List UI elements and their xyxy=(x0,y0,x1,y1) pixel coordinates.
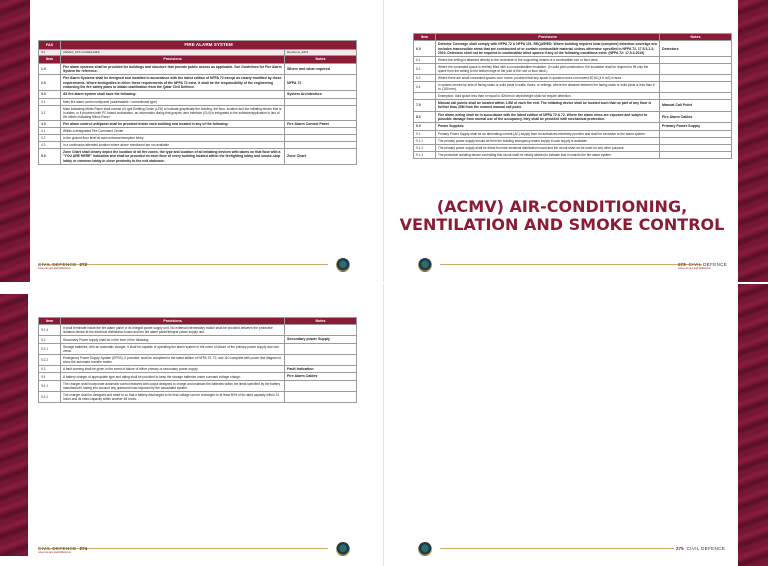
provision-text: Where the ceiling is attached directly to the underside of the supporting beams of a combustible roof or floor deck. xyxy=(436,57,660,64)
provision-text: In the ground floor level at main entrance/reception lobby xyxy=(61,135,285,142)
provision-text: The primary power supply shall be direct from the electrical distribution board and the circuit shall not be used for any other purpose. xyxy=(436,144,660,151)
fas-subcode: G1 xyxy=(39,49,61,56)
item-number: 9.2 xyxy=(39,336,61,343)
provision-note: NFPA 72 xyxy=(285,75,357,91)
provision-text: A fault warning shall be given in the event of failure of either primary or secondary power supply. xyxy=(61,365,285,372)
item-number: 9.1.3 xyxy=(414,151,436,158)
item-number: 4.1 xyxy=(39,128,61,135)
provision-note xyxy=(285,354,357,365)
provision-text: Fire alarm systems shall be provided for buildings and structure that provide public access as applicable. See Guidelines for Fire Alarm System for reference. xyxy=(61,63,285,75)
table-row xyxy=(39,343,357,354)
decorative-edge-left xyxy=(0,294,28,556)
provision-note: System Architecture xyxy=(285,91,357,98)
item-number: 9.4.1 xyxy=(39,380,61,391)
decorative-edge-right xyxy=(738,0,768,282)
fas-table-page-272 xyxy=(38,40,357,165)
provision-note: Fire Alarm Control Panel xyxy=(285,120,357,127)
footer-page-275 xyxy=(676,542,725,554)
provision-text: Storage batteries, with an automatic charger. It shall be capable of operating the alarm system in the event of failure of the primary power supply and vice versa. xyxy=(61,343,285,354)
provision-text: Within a designated Fire Command Center xyxy=(61,128,285,135)
fas-table-page-273 xyxy=(413,33,732,159)
col-provisions: Provisions xyxy=(61,318,285,325)
provision-note xyxy=(660,137,732,144)
item-number xyxy=(414,93,436,100)
table-row xyxy=(39,391,357,402)
provision-note: Where and what required xyxy=(285,63,357,75)
item-number: 9.2.2 xyxy=(39,354,61,365)
section-title: (ACMV) AIR-CONDITIONING, VENTILATION AND SMOKE CONTROL xyxy=(399,197,725,235)
provision-note xyxy=(285,135,357,142)
table-row xyxy=(414,130,732,137)
table-row xyxy=(414,144,732,151)
provision-text: Power Supplies: xyxy=(436,123,660,130)
table-row xyxy=(39,75,357,91)
provision-note xyxy=(285,128,357,135)
table-row xyxy=(414,93,732,100)
civil-defence-emblem-icon xyxy=(336,542,350,556)
table-row xyxy=(414,57,732,64)
item-number: 6.0 xyxy=(414,41,436,57)
provision-note: Fault Indication xyxy=(285,365,357,372)
item-number: 9.2.1 xyxy=(39,343,61,354)
provision-text: It shall terminate inside the fire alarm panel or its integral power supply unit. No external intermediary switch shall be provided between the protective isolation device at the electrical distribution board and the fire alarm panel/integral power supply unit. xyxy=(61,325,285,336)
provision-note xyxy=(285,380,357,391)
footer-page-272 xyxy=(38,258,87,270)
col-notes: Notes xyxy=(285,56,357,63)
page-number: 275 xyxy=(676,545,684,551)
footer-brand: CIVIL DEFENCE xyxy=(686,545,726,551)
provision-note: Secondary power Supply xyxy=(285,336,357,343)
table-row xyxy=(39,142,357,149)
page-number: 272 xyxy=(79,261,88,267)
page-gutter xyxy=(383,284,384,566)
provision-note xyxy=(660,93,732,100)
table-row xyxy=(414,137,732,144)
table-row xyxy=(39,120,357,127)
table-row xyxy=(414,111,732,123)
item-number: 2.0 xyxy=(39,75,61,91)
fas-code: FAS xyxy=(39,41,61,50)
item-number: 4.3 xyxy=(39,142,61,149)
item-number: 7.0 xyxy=(414,100,436,112)
page-number: 274 xyxy=(79,545,88,551)
table-row xyxy=(39,91,357,98)
footer-page-274 xyxy=(38,542,87,554)
top-spread xyxy=(0,0,768,282)
item-number: 5.0 xyxy=(39,149,61,165)
item-number: 9.1 xyxy=(414,130,436,137)
provision-text: In a continuous attended location where above mentioned are not available xyxy=(61,142,285,149)
provision-text: Manual call points shall be located within 1.5M of each fire exit. The initiating device shall be located such that no part of any floor is further than 30M from the nearest manual call point. xyxy=(436,100,660,112)
fas-revision: Revisions_2021 xyxy=(285,49,357,56)
item-number: 3.1 xyxy=(39,98,61,105)
provision-text: Where there are small concealed spaces over rooms, provided that any space in question does not exceed 50 ft2 (4.6 m2) in area. xyxy=(436,75,660,82)
footer-brand: CIVIL DEFENCE xyxy=(38,545,77,551)
provision-note: Detectors xyxy=(660,41,732,57)
provision-text: Detector Coverage shall comply with NFPA 72 & NFPA 101. REQUIRED: Where building requires total (complete) detection coverage w/o includes inaccessible areas that are constructed of or contain combustible material, unless otherwise specified in NFPA 72. 17.5.3.1.3-2019. Detectors shall not be required in combustible blind spaces if any of the following conditions exist: (NFPA 72: 17.5.3-2019) xyxy=(436,41,660,57)
item-number: 6.4 xyxy=(414,82,436,93)
col-notes: Notes xyxy=(660,34,732,41)
table-row xyxy=(39,336,357,343)
provision-text: The charger shall be designed and rated to so that a battery discharged to its final voltage can be recharged to at least 80% of its rated capacity within 24 hours and its rated capacity within another 48 hours. xyxy=(61,391,285,402)
provision-text: All fire alarm system shall have the following: xyxy=(61,91,285,98)
item-number: 6.2 xyxy=(414,64,436,75)
table-row xyxy=(39,105,357,120)
table-row xyxy=(39,63,357,75)
provision-note: Manual Call Point xyxy=(660,100,732,112)
table-row xyxy=(414,41,732,57)
col-notes: Notes xyxy=(285,318,357,325)
footer-rule-right xyxy=(440,548,674,549)
provision-note xyxy=(285,98,357,105)
decorative-edge-right xyxy=(738,284,768,566)
provision-text: Emergency Power Supply System (EPSS), if provided, shall be compliant to the latest edition of NFPA 70, 72, and 110 complete with power line diagram to show the automatic transfer switch. xyxy=(61,354,285,365)
provision-note xyxy=(660,57,732,64)
item-number: 9.1.4 xyxy=(39,325,61,336)
col-provisions: Provisions xyxy=(61,56,285,63)
table-row xyxy=(39,98,357,105)
table-row xyxy=(414,82,732,93)
table-row xyxy=(414,75,732,82)
item-number: 9.4.2 xyxy=(39,391,61,402)
provision-text: The charger shall incorporate automatic control features with output designed to charge and maintain the batteries within the limits specified by the battery manufacturer, taking into account any quiescent load imposed by the associated system. xyxy=(61,380,285,391)
decorative-edge-left xyxy=(0,0,30,282)
provision-text: The primary power supply should be from the building emergency mains supply if such supply is available. xyxy=(436,137,660,144)
footer-brand: CIVIL DEFENCE xyxy=(38,261,77,267)
provision-note: Zone Chart xyxy=(285,149,357,165)
item-number: 3.2 xyxy=(39,105,61,120)
item-number: 4.2 xyxy=(39,135,61,142)
item-number: 9.0 xyxy=(414,123,436,130)
footer-url: www.moi.gov.qa/civildefence xyxy=(678,267,711,270)
footer-url: www.moi.gov.qa/civildefence xyxy=(38,267,71,270)
table-row xyxy=(39,380,357,391)
table-row xyxy=(39,149,357,165)
col-item: Item xyxy=(39,318,61,325)
table-row xyxy=(414,64,732,75)
item-number: 9.1.1 xyxy=(414,137,436,144)
provision-note: Fire Alarm Cables xyxy=(285,373,357,380)
fas-title: FIRE ALARM SYSTEM xyxy=(61,41,357,50)
provision-note xyxy=(660,82,732,93)
footer-url: www.moi.gov.qa/civildefence xyxy=(38,551,71,554)
provision-text: Fire alarm control unit/panel shall be provided inside each building and located in any of the following: xyxy=(61,120,285,127)
provision-text: Fire alarm wiring shall be in accordance with the latest edition of NFPA 70 & 72. Where the alarm wires are exposed and subject to possible damage from normal use of the occupancy, they shall be provided with mechanical protection. xyxy=(436,111,660,123)
provision-note xyxy=(660,75,732,82)
provision-note xyxy=(285,391,357,402)
provision-text: Zone Chart shall clearly depict the location of all fire zones, the type and location of all initiating devices with labels on that floor with a "YOU ARE HERE" indication and shall be provided on each floor of every building located within the firefighting lobby and smoke-stop lobby or common lobby in close proximity to the exit staircase. xyxy=(61,149,285,165)
civil-defence-emblem-icon xyxy=(336,258,350,272)
table-row xyxy=(39,373,357,380)
provision-text: Main fire alarm control unit/panel (addressable / conventional type) xyxy=(61,98,285,105)
table-row xyxy=(39,135,357,142)
fas-table-page-274 xyxy=(38,317,357,403)
provision-text: In spaces formed by sets of facing studs or solid joists in walls, floors, or ceilings, where the distance between the facing studs or solid joists is less than 6 in. (150 mm). xyxy=(436,82,660,93)
page-number: 273 xyxy=(678,261,686,267)
provision-text: Exemption: Void space less than or equal to 400mm in depth/height shall not require detection. xyxy=(436,93,660,100)
provision-note xyxy=(660,64,732,75)
provision-text: Secondary Power supply shall be in the form of the following: xyxy=(61,336,285,343)
item-number: 6.3 xyxy=(414,75,436,82)
provision-note xyxy=(285,105,357,120)
provision-note: Primary Power Supply xyxy=(660,123,732,130)
provision-text: Fire Alarm Systems shall be designed and installed in accordance with the latest edition of NFPA 72 except as clearly modified by these requirements. Where ambiguities in either these requirements of the NFPA 72 exist. It shall be the responsibility of the engineering endorsing the fire safety plans to obtain clarification from the Qatar Civil Defence. xyxy=(61,75,285,91)
item-number: 1.0 xyxy=(39,63,61,75)
fas-subtitle: ANNEX_FAS GUIDELINES xyxy=(61,49,285,56)
col-provisions: Provisions xyxy=(436,34,660,41)
provision-text: Primary Power Supply shall be an alternating current (AC) supply from an authorized electricity provider and shall be exclusive to the alarm system. xyxy=(436,130,660,137)
page-gutter xyxy=(383,0,384,282)
provision-text: Where the concealed space is entirely filled with a noncombustible insulation. (In solid joist construction, the insulation shall be required to fill only the space from the ceiling to the bottom edge of the joist of the roof or floor deck.) xyxy=(436,64,660,75)
table-row xyxy=(39,325,357,336)
provision-note xyxy=(660,144,732,151)
provision-note xyxy=(660,130,732,137)
col-item: Item xyxy=(414,34,436,41)
table-row xyxy=(39,365,357,372)
provision-text: Main Indicating Mimic Panel shall consist of Light Emitting Diode (LED) to indicate graphically the building, the floor, location and the initiating device that is in alarm; or if provided with PC based workstation, an information dialog that graphic user interface (GUI) is integrated in the software/application in lieu of the Mimic Indicating Mimic Panel xyxy=(61,105,285,120)
item-number: 9.4 xyxy=(39,373,61,380)
provision-note xyxy=(660,151,732,158)
footer-page-273 xyxy=(678,258,727,270)
table-row xyxy=(414,100,732,112)
provision-text: A battery charger of appropriate type and rating shall be provided to keep the storage batteries under constant voltage charge. xyxy=(61,373,285,380)
provision-note: Fire Alarm Cables xyxy=(660,111,732,123)
table-row xyxy=(39,128,357,135)
item-number: 6.1 xyxy=(414,57,436,64)
item-number: 3.0 xyxy=(39,91,61,98)
table-row xyxy=(39,354,357,365)
provision-note xyxy=(285,142,357,149)
provision-note xyxy=(285,325,357,336)
table-row xyxy=(414,123,732,130)
item-number: 9.1.2 xyxy=(414,144,436,151)
provision-note xyxy=(285,343,357,354)
provision-text: The protective isolating device controlling this circuit shall be clearly labeled to indicate that it controls the fire alarm system. xyxy=(436,151,660,158)
item-number: 9.3 xyxy=(39,365,61,372)
civil-defence-emblem-icon xyxy=(418,258,432,272)
item-number: 8.0 xyxy=(414,111,436,123)
footer-brand: CIVIL DEFENCE xyxy=(688,261,728,267)
col-item: Item xyxy=(39,56,61,63)
item-number: 4.0 xyxy=(39,120,61,127)
table-row xyxy=(414,151,732,158)
civil-defence-emblem-icon xyxy=(418,542,432,556)
